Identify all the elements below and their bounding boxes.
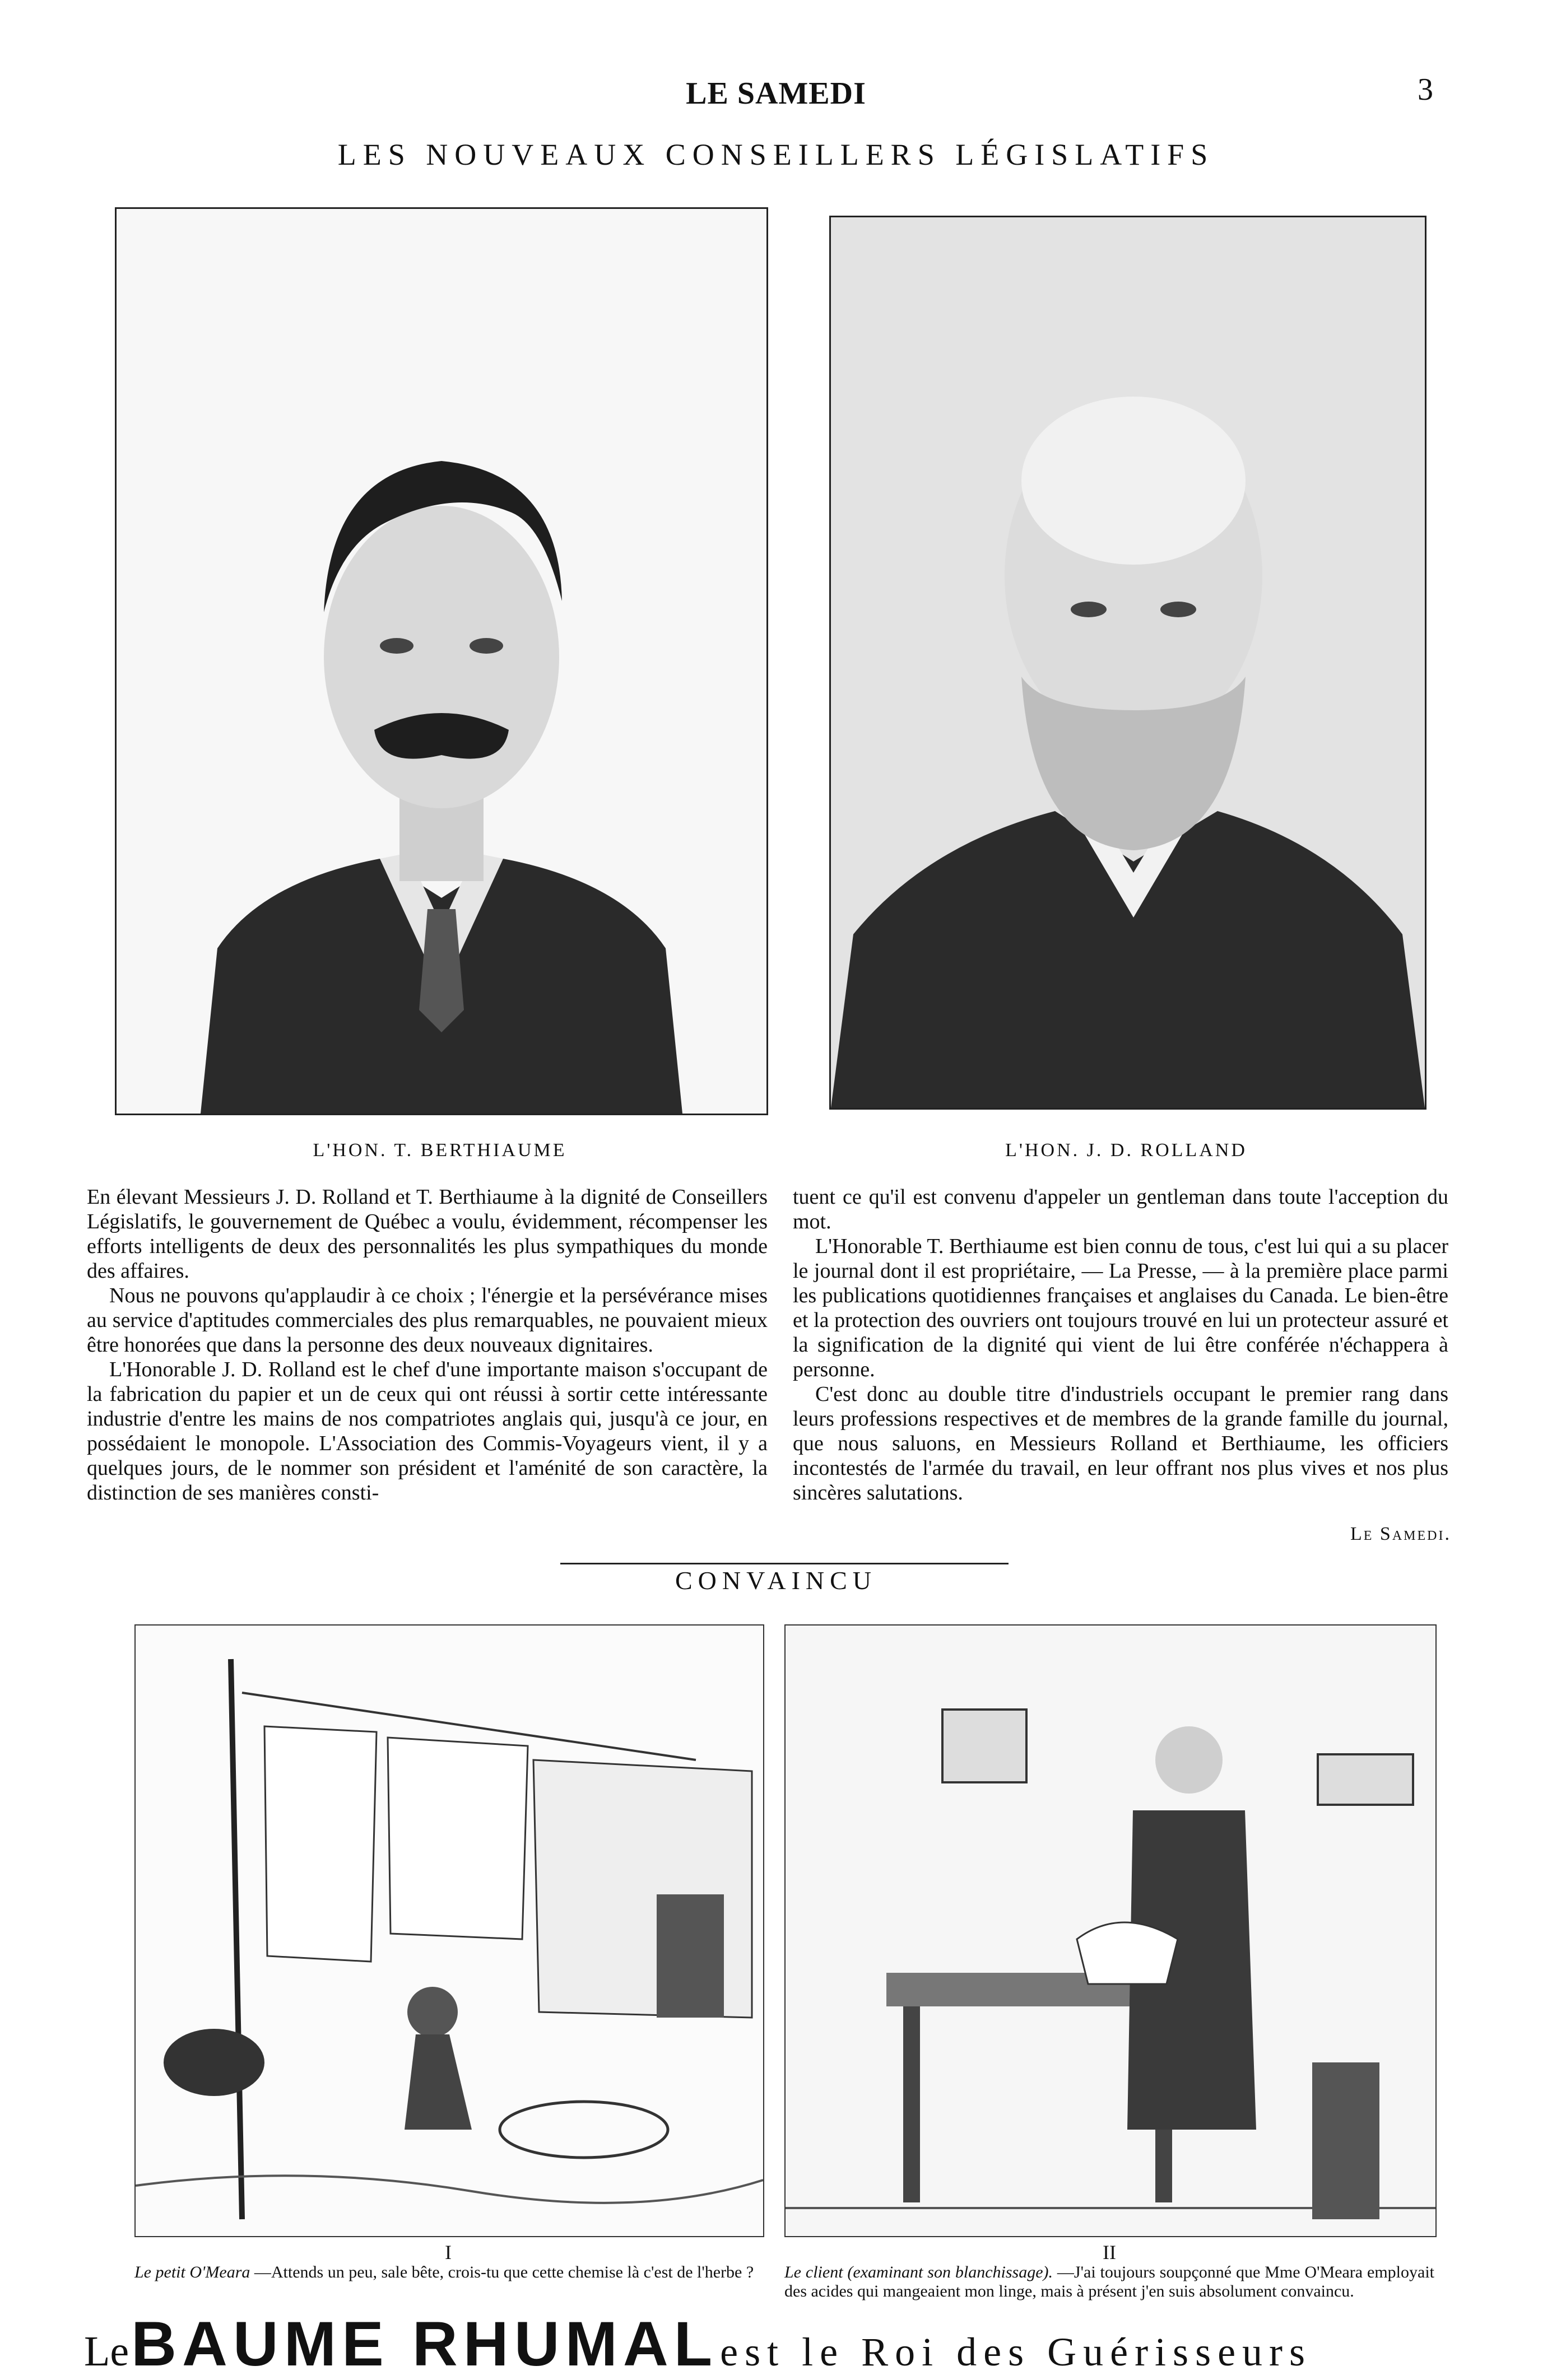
cartoon-speaker: Le client (examinant son blanchissage). [784,2263,1053,2281]
cartoon-panel-one [134,1624,764,2237]
cartoon-dialogue: —Attends un peu, sale bête, crois-tu que cette chemise là c'est de l'herbe ? [254,2263,754,2281]
masthead-title: LE SAMEDI [686,76,866,111]
cartoon-laundry-yard-drawing [136,1626,763,2236]
portrait-rolland [829,216,1426,1110]
article-column-right [793,1185,1448,1505]
portrait-berthiaume-drawing [117,209,766,1114]
article-paragraph: L'Honorable J. D. Rolland est le chef d'une importante maison s'occupant de la fabrication du papier et un de ceux qui ont réussi à sortir cette intéressante industrie d'entre les mains de nos compatriotes anglais qui, jusqu'à ce jour, en possédaient le monopole. L'Association des Commis-Voyageurs vient, il y a quelques jours, de le nommer son président et l'aménité de son caractère, la distinction de ses manières consti- [87,1358,768,1505]
portrait-rolland-drawing [831,217,1425,1108]
advertisement-prefix: Le [84,2328,129,2375]
cartoon-panel-one-caption [134,2263,762,2282]
article-column-left [87,1185,768,1505]
page-number: 3 [1418,72,1433,107]
article-headline: LES NOUVEAUX CONSEILLERS LÉGISLATIFS [337,138,1215,171]
article-paragraph: C'est donc au double titre d'industriels occupant le premier rang dans leurs professions respectives et de membres de la grande famille du journal, que nous saluons, en Messieurs Rolland et Berthiaume, les officiers incontestés de l'armée du travail, en leur offrant nos plus vives et nos plus sincères salutations. [793,1382,1448,1505]
article-signature: Le Samedi. [1350,1524,1451,1544]
portrait-caption-rolland: L'HON. J. D. ROLLAND [1005,1140,1247,1161]
advertisement-slogan: est le Roi des Guérisseurs [720,2330,1312,2374]
portrait-caption-berthiaume: L'HON. T. BERTHIAUME [313,1140,567,1161]
portrait-berthiaume [115,207,768,1115]
article-paragraph: tuent ce qu'il est convenu d'appeler un gentleman dans toute l'acception du mot. [793,1185,1448,1233]
article-paragraph: Nous ne pouvons qu'applaudir à ce choix ; l'énergie et la persévérance mises au service d'aptitudes commerciales des plus remarquables, ne pouvaient mieux être honorées que dans la personne des deux nouveaux dignitaires. [87,1284,768,1357]
article-paragraph: En élevant Messieurs J. D. Rolland et T. Berthiaume à la dignité de Conseillers Législatifs, le gouvernement de Québec a voulu, évidemment, récompenser les efforts intelligents de deux des personnalités les plus sympathiques du monde des affaires. [87,1185,768,1283]
advertisement-banner [84,2308,1474,2380]
cartoon-panel-one-number: I [445,2241,452,2263]
cartoon-panel-two [784,1624,1437,2237]
cartoon-panel-two-number: II [1103,2241,1116,2263]
advertisement-brand: BAUME RHUMAL [131,2309,718,2379]
cartoon-panel-two-caption [784,2263,1434,2301]
article-paragraph: L'Honorable T. Berthiaume est bien connu de tous, c'est lui qui a su placer le journal dont il est propriétaire, — La Presse, — à la première place parmi les publications quotidiennes françaises et anglaises du Canada. Le bien-être et la protection des ouvriers ont toujours trouvé en lui un protecteur assuré et la signification de la dignité qui vient de lui être conférée n'échappera à personne. [793,1235,1448,1381]
cartoon-client-room-drawing [786,1626,1435,2236]
cartoon-title: CONVAINCU [675,1566,877,1595]
cartoon-dialogue: —J'ai toujours soupçonné que Mme O'Meara employait des acides qui mangeaient mon linge, mais à présent j'en suis absolument convaincu. [784,2263,1434,2300]
section-divider [560,1563,1009,1564]
cartoon-speaker: Le petit O'Meara [134,2263,250,2281]
